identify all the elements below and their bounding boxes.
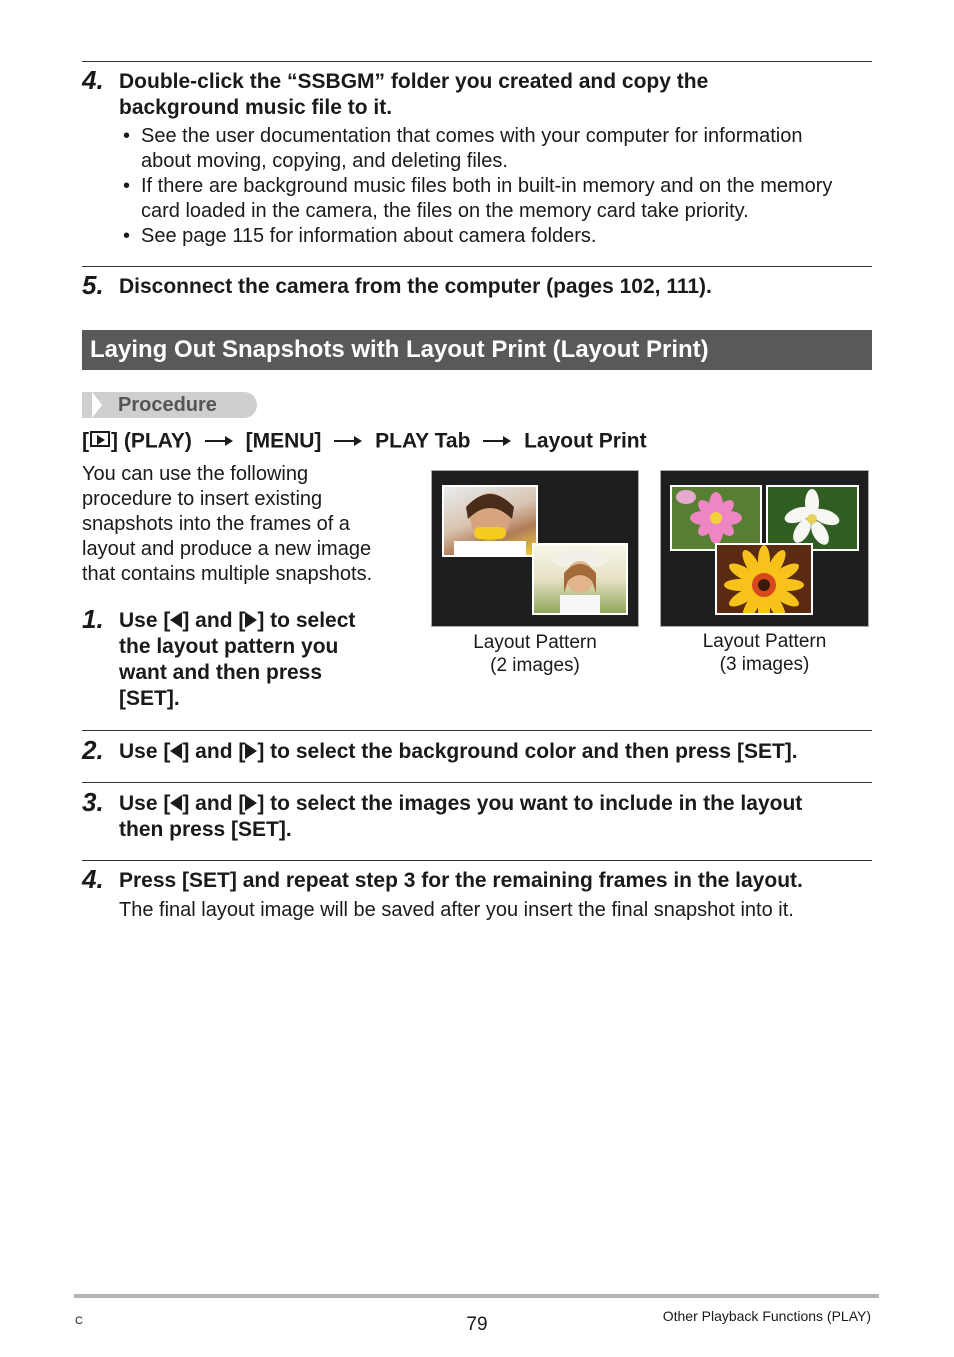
left-arrow-icon (170, 612, 182, 628)
right-arrow-icon (245, 795, 257, 811)
bullet-item (119, 224, 879, 249)
top-rule (82, 61, 872, 62)
arrow-right-icon (204, 435, 234, 447)
text-run: ] and [ (182, 740, 246, 763)
procedure-badge (82, 392, 257, 418)
bullet-item (119, 174, 879, 224)
footer-rule (74, 1294, 879, 1298)
step-divider (82, 266, 872, 267)
path-bracket: [ (82, 429, 89, 453)
step-title-line: background music file to it. (119, 96, 393, 119)
procedure-notch-icon (92, 392, 102, 418)
arrow-right-icon (333, 435, 363, 447)
step-title (119, 791, 879, 843)
procedure-label: Procedure (118, 394, 217, 416)
intro-line: that contains multiple snapshots. (82, 563, 373, 585)
intro-line: snapshots into the frames of a (82, 513, 350, 535)
pink-flower-image (672, 487, 760, 549)
step-title-line: then press [SET]. (119, 818, 292, 841)
white-flower-photo (766, 485, 859, 551)
page-number: 79 (466, 1314, 488, 1335)
sunflower-photo (715, 543, 813, 615)
bullet-list (119, 124, 879, 249)
path-play: ] (PLAY) (111, 429, 192, 453)
step-number: 4. (82, 65, 104, 95)
right-arrow-icon (245, 612, 257, 628)
step-number: 4. (82, 864, 104, 894)
play-icon (90, 431, 110, 447)
step-title (119, 69, 879, 121)
text-run: Use [ (119, 740, 171, 763)
step-divider (82, 782, 872, 783)
step-title-line: Double-click the “SSBGM” folder you created and copy the (119, 70, 709, 93)
step-number: 5. (82, 270, 104, 300)
caption-line: Layout Pattern (702, 631, 827, 652)
step-divider (82, 860, 872, 861)
girl-photo-image (534, 545, 626, 613)
step-title-line: [SET]. (119, 687, 180, 710)
step-title-line (119, 608, 419, 634)
step-body: The final layout image will be saved after you insert the final snapshot into it. (119, 899, 794, 921)
figure-caption (431, 631, 639, 677)
girl-photo (532, 543, 628, 615)
sunflower-image (717, 545, 811, 613)
bullet-line: card loaded in the camera, the files on the memory card take priority. (141, 200, 749, 222)
intro-line: procedure to insert existing (82, 488, 323, 510)
caption-line: (2 images) (490, 655, 580, 676)
right-arrow-icon (245, 743, 257, 759)
footer-chapter-title: Other Playback Functions (PLAY) (662, 1308, 871, 1324)
path-item: Layout Print (524, 429, 647, 453)
step-title-line: want and then press (119, 661, 323, 684)
arrow-right-icon (482, 435, 512, 447)
bullet-line: • If there are background music files both in built-in memory and on the memory (141, 175, 833, 197)
footer-left-mark: C (75, 1315, 83, 1327)
portrait-photo-image (444, 487, 536, 555)
left-arrow-icon (170, 795, 182, 811)
pink-flower-photo (670, 485, 762, 551)
bullet-item (119, 124, 879, 174)
step-divider (82, 730, 872, 731)
step-title (119, 739, 798, 765)
figure-caption (660, 630, 869, 676)
step-title-line: the layout pattern you (119, 635, 339, 658)
bullet-line: about moving, copying, and deleting files. (141, 150, 508, 172)
white-flower-image (768, 487, 857, 549)
step-number: 1. (82, 604, 104, 634)
step-number: 3. (82, 787, 104, 817)
path-tab: PLAY Tab (375, 429, 471, 453)
text-run: Use [ (119, 609, 171, 632)
text-run: Use [ (119, 792, 171, 815)
step-title: Disconnect the camera from the computer (pages 102, 111). (119, 275, 712, 298)
text-run: ] and [ (182, 792, 246, 815)
text-run: ] to select the images you want to include in the layout (257, 792, 803, 815)
step-title: Press [SET] and repeat step 3 for the remaining frames in the layout. (119, 869, 803, 892)
section-heading: Laying Out Snapshots with Layout Print (Layout Print) (82, 330, 872, 370)
bullet-line: • See the user documentation that comes with your computer for information (141, 125, 803, 147)
text-run: ] to select (257, 609, 356, 632)
path-menu: [MENU] (245, 429, 322, 453)
caption-line: Layout Pattern (473, 632, 597, 653)
step-title (119, 608, 419, 712)
intro-line: layout and produce a new image (82, 538, 372, 560)
menu-path (82, 428, 647, 454)
text-run: ] to select the background color and then press [SET]. (257, 740, 798, 763)
step-title-line (119, 791, 879, 817)
left-arrow-icon (170, 743, 182, 759)
caption-line: (3 images) (719, 654, 810, 675)
intro-paragraph (82, 462, 412, 587)
layout-pattern-3-figure (660, 470, 869, 627)
text-run: ] and [ (182, 609, 246, 632)
layout-pattern-2-figure (431, 470, 639, 627)
step-number: 2. (82, 735, 104, 765)
bullet-line: • See page 115 for information about camera folders. (141, 225, 597, 247)
portrait-photo (442, 485, 538, 557)
intro-line: You can use the following (82, 463, 309, 485)
